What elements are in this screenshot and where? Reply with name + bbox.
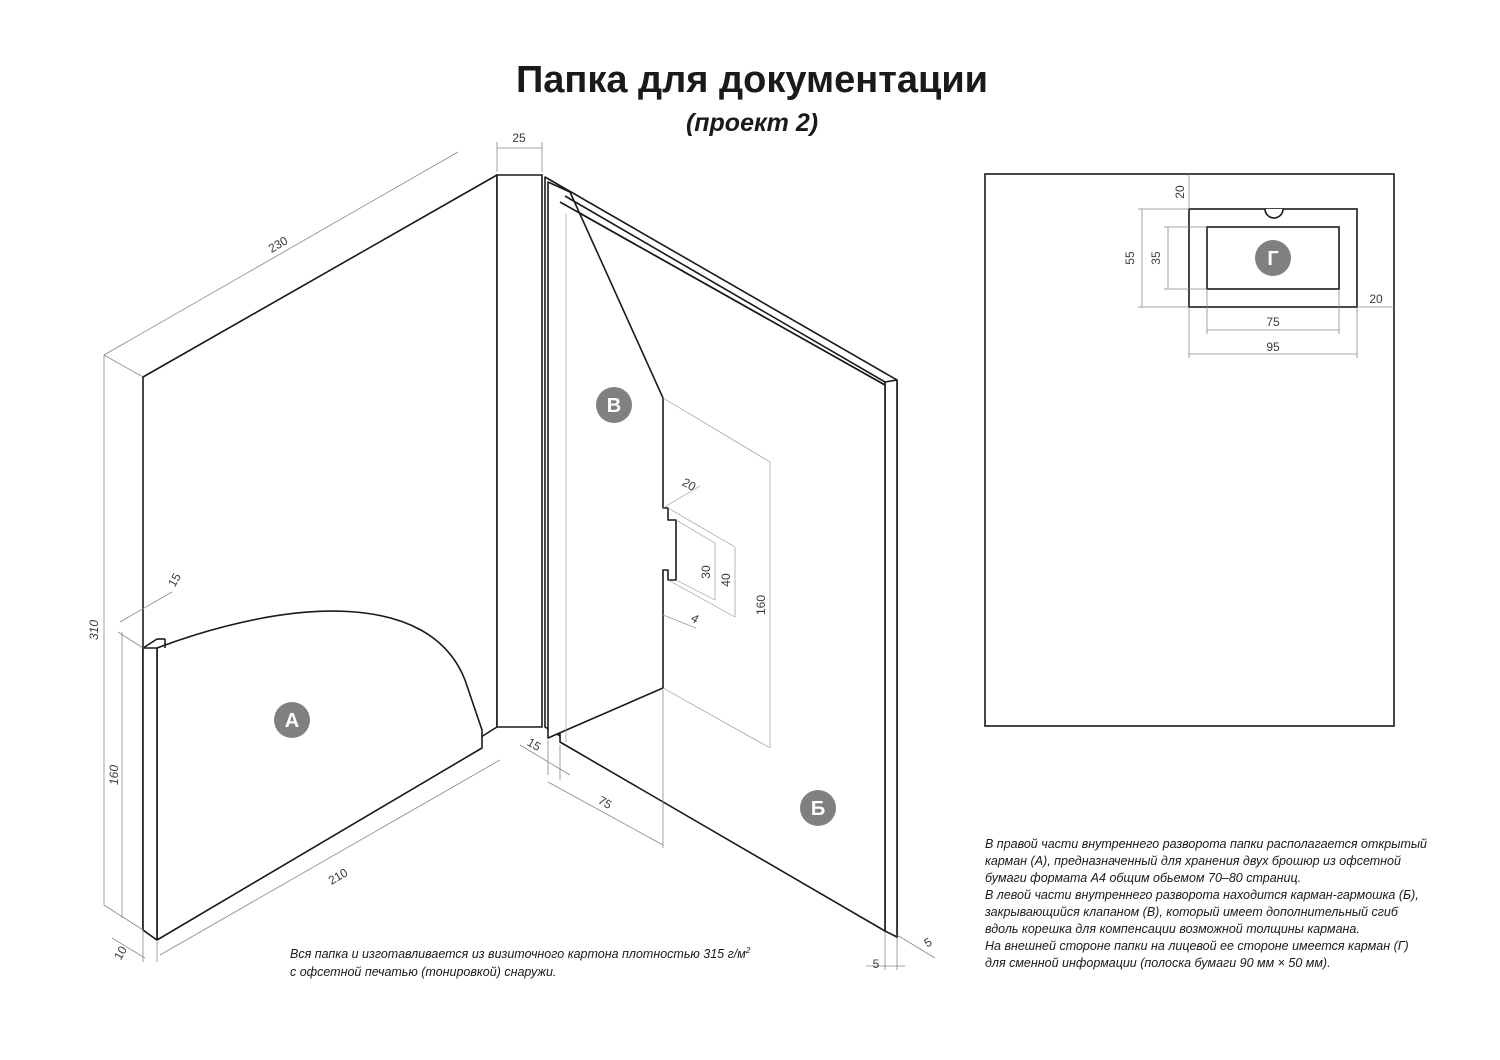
page-title: Папка для документации [515, 59, 989, 101]
description-line: для сменной информации (полоска бумаги 90 мм × 50 мм). [985, 956, 1331, 970]
description-line: закрывающийся клапаном (В), который имеет дополнительный сгиб [985, 905, 1398, 919]
svg-text:Б: Б [810, 798, 826, 820]
description-note [985, 836, 1455, 972]
material-note-sup: 2 [745, 946, 751, 955]
dim-230: 230 [265, 233, 291, 256]
description-line: вдоль корешка для компенсации возможной толщины кармана. [985, 922, 1360, 936]
material-note-line1: Вся папка и изготавливается из визиточного картона плотностью 315 г/м [290, 947, 746, 962]
dim-20-slot: 20 [679, 475, 699, 494]
dim-40: 40 [719, 573, 733, 587]
description-line: В правой части внутреннего разворота папки располагается открытый [985, 837, 1428, 851]
dim-5-left: 5 [872, 957, 880, 971]
description-line: бумаги формата А4 общим обьемом 70–80 страниц. [985, 871, 1302, 885]
dim-160-flap: 160 [754, 594, 768, 616]
dim-g-95: 95 [1266, 340, 1280, 354]
left-panel [143, 175, 497, 940]
svg-text:В: В [606, 395, 622, 417]
badge-a [274, 702, 310, 738]
dim-310: 310 [87, 619, 101, 641]
dim-15-bottom: 15 [524, 735, 544, 754]
dim-g-20-top: 20 [1173, 185, 1187, 199]
dim-4: 4 [688, 610, 702, 627]
page-subtitle: (проект 2) [685, 109, 819, 137]
material-note-line2: с офсетной печатью (тонировкой) снаружи. [290, 965, 557, 980]
dim-10: 10 [111, 943, 130, 963]
dim-30: 30 [699, 565, 713, 579]
description-line: В левой части внутреннего разворота находится карман-гармошка (Б), [985, 888, 1419, 902]
badge-g [1255, 240, 1291, 276]
dim-5-right: 5 [921, 934, 935, 951]
front-cover [985, 174, 1394, 726]
right-panel [545, 177, 897, 937]
dim-160-left: 160 [107, 764, 121, 786]
dim-g-55: 55 [1123, 251, 1137, 265]
dim-25: 25 [512, 131, 526, 145]
dim-g-20-right: 20 [1369, 292, 1383, 306]
dim-15-top: 15 [165, 570, 184, 590]
description-line: На внешней стороне папки на лицевой ее стороне имеется карман (Г) [985, 939, 1409, 953]
svg-text:А: А [284, 710, 300, 732]
material-note [290, 942, 770, 981]
spine [497, 175, 542, 727]
badge-b [800, 790, 836, 826]
right-panel-rim [885, 380, 897, 937]
pocket-a-edge [143, 648, 157, 940]
dim-g-75: 75 [1266, 315, 1280, 329]
badge-v [596, 387, 632, 423]
description-line: карман (А), предназначенный для хранения двух брошюр из офсетной [985, 854, 1401, 868]
svg-text:Г: Г [1267, 248, 1279, 270]
pocket-a [157, 611, 482, 940]
dim-210: 210 [325, 865, 351, 888]
dim-g-35: 35 [1149, 251, 1163, 265]
dim-75-bottom: 75 [595, 793, 615, 812]
